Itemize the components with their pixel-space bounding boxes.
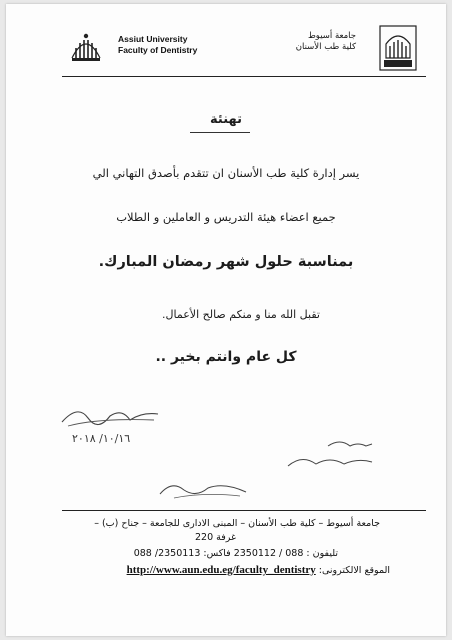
letter-title: تهنئة <box>210 112 242 127</box>
university-logo-icon <box>378 24 418 72</box>
letter-line-1: يسر إدارة كلية طب الأسنان ان تتقدم بأصدق التهاني الي <box>92 166 360 180</box>
footer-website <box>127 564 390 577</box>
faculty-logo-icon <box>68 28 104 64</box>
university-name-ar: جامعة أسيوط <box>307 31 356 41</box>
header-divider <box>62 76 426 77</box>
university-name-en: Assiut University <box>118 34 188 44</box>
signature-scribble-left <box>58 400 168 434</box>
footer-phone: تليفون : 088 / 2350112 فاكس: 2350113/ 088 <box>133 548 338 559</box>
footer-address: جامعة أسيوط – كلية طب الأسنان – المبنى الادارى للجامعة – جناح (ب) – <box>94 518 380 529</box>
handwritten-date: ١٠/١٦/ ٢٠١٨ <box>72 432 131 445</box>
signature-scribble-bottom <box>154 474 254 504</box>
header-english <box>118 34 197 56</box>
header-arabic <box>236 31 356 53</box>
website-link[interactable]: http://www.aun.edu.eg/faculty_dentistry <box>126 564 316 576</box>
title-underline <box>190 132 250 133</box>
footer-room: غرفة 220 <box>194 532 236 543</box>
letter-line-4: تقبل الله منا و منكم صالح الأعمال. <box>162 308 320 321</box>
letter-line-3: بمناسبة حلول شهر رمضان المبارك. <box>98 254 354 270</box>
letter-sheet <box>6 4 446 636</box>
faculty-name-ar: كلية طب الأسنان <box>295 42 356 52</box>
handwritten-note-right <box>268 436 378 476</box>
website-label: الموقع الالكترونى: <box>318 565 390 576</box>
faculty-name-en: Faculty of Dentistry <box>118 45 198 55</box>
footer-divider <box>62 510 426 511</box>
letter-line-2: جميع اعضاء هيئة التدريس و العاملين و الطلاب <box>116 210 336 224</box>
letter-line-5: كل عام وانتم بخير .. <box>155 349 297 365</box>
